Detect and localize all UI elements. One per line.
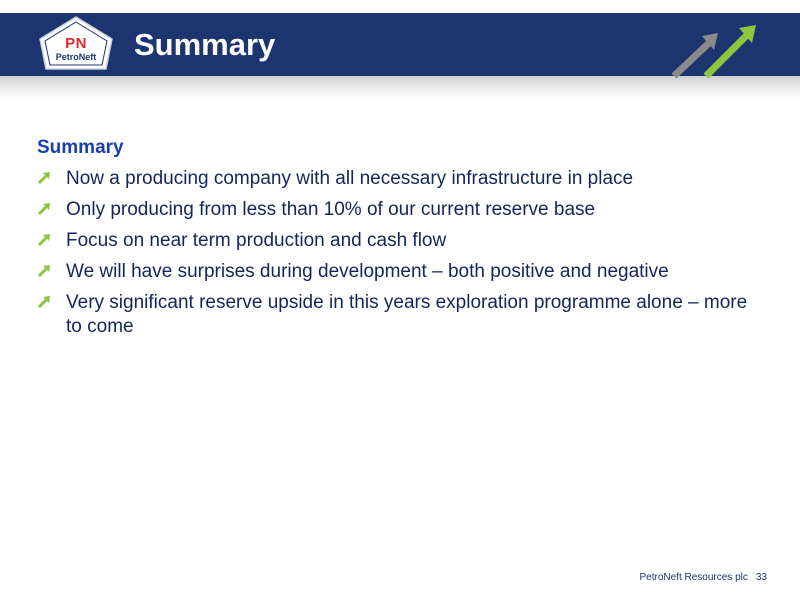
page-title: Summary (134, 27, 276, 62)
logo-company-name: PetroNeft (55, 52, 97, 62)
petroneft-logo (38, 15, 114, 71)
bullet-item (37, 167, 757, 191)
green-arrow-icon (37, 295, 51, 309)
footer (639, 572, 767, 584)
section-heading: Summary (37, 137, 124, 158)
bullet-text: We will have surprises during development – both positive and negative (66, 261, 669, 282)
footer-company: PetroNeft Resources plc (639, 572, 748, 583)
bullet-item (37, 198, 757, 222)
bullet-list (37, 167, 757, 346)
bullet-item (37, 291, 757, 339)
bullet-text: Only producing from less than 10% of our current reserve base (66, 199, 596, 220)
bullet-item (37, 229, 757, 253)
footer-page-number: 33 (755, 572, 767, 583)
logo-initials: PN (65, 35, 87, 52)
green-arrow-icon (37, 171, 51, 185)
top-strip (0, 0, 800, 13)
bullet-text: Very significant reserve upside in this years exploration programme alone – more to come (66, 292, 748, 337)
green-arrow-icon (37, 233, 51, 247)
green-arrow-icon (37, 202, 51, 216)
bullet-text: Now a producing company with all necessary infrastructure in place (66, 168, 634, 189)
bullet-text: Focus on near term production and cash flow (66, 230, 447, 251)
green-arrow-icon (37, 264, 51, 278)
rising-arrows-icon (666, 24, 760, 80)
bullet-item (37, 260, 757, 284)
